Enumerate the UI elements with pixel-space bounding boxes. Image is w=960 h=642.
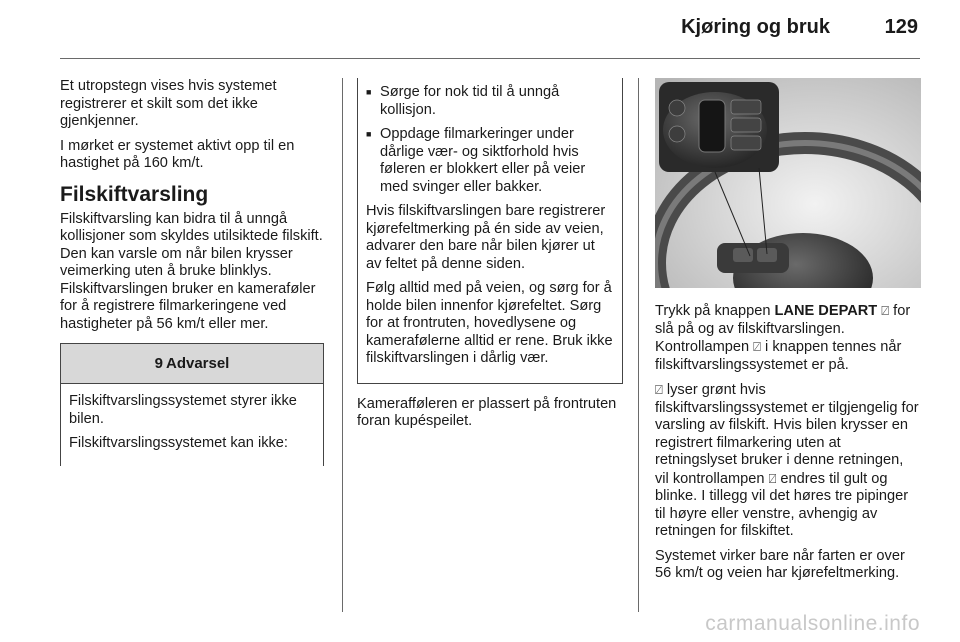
column-3 [655, 78, 921, 590]
warning-box [60, 343, 324, 466]
page-number: 129 [884, 16, 918, 38]
page-title: Kjøring og bruk [681, 16, 830, 38]
lane-departure-icon: ⍁ [768, 470, 777, 486]
list-item-text: Sørge for nok tid til å unngå kollisjon. [380, 84, 560, 118]
lane-departure-icon: ⍁ [655, 382, 663, 397]
section-heading: Filskiftvarsling [60, 182, 209, 206]
lane-departure-icon: ⍁ [881, 303, 890, 318]
column-2 [357, 78, 623, 438]
lane-depart-button-label: LANE DEPART [774, 303, 878, 319]
paragraph: Systemet virker bare når farten er over 56 km/t og veien har kjørefeltmerking. [655, 547, 905, 581]
paragraph: Hvis filskiftvarslingen bare registrerer kjørefeltmerking på én side av veien, advarer den bare når bilen kjører ut av feltet på denne siden. [366, 203, 606, 272]
bullet-square-icon: ■ [366, 129, 372, 139]
paragraph: I mørket er systemet aktivt opp til en hastighet på 160 km/t. [60, 137, 295, 171]
list-item [366, 84, 614, 119]
paragraph: Følg alltid med på veien, og sørg for å holde bilen innenfor kjørefeltet. Sørg for at frontruten, hovedlysene og kamerafølerne alltid er rene. Bruk ikke filskiftvarslingen i dårlig vær. [366, 280, 613, 366]
paragraph: Filskiftvarsling kan bidra til å unngå kollisjoner som skyldes utilsiktede filskift. Den kan varsle om når bilen krysser veimerking uten å bruke blinklys. Filskiftvarslingen bruker en kameraføler for å registrere filmarkeringene ved hastigheter på 56 km/t eller mer. [60, 210, 323, 332]
column-divider-1 [342, 78, 343, 612]
steering-wheel-photo [655, 78, 921, 288]
warning-header [61, 344, 323, 384]
column-divider-2 [638, 78, 639, 612]
list-item [366, 126, 614, 196]
warning-body [61, 384, 323, 466]
warning-box-continued [357, 78, 623, 384]
steering-wheel-illustration [655, 78, 921, 288]
warning-title: Advarsel [165, 354, 230, 372]
paragraph: Kamerafføleren er plassert på frontruten foran kupéspeilet. [357, 395, 617, 429]
list-item-text: Oppdage filmarkeringer under dårlige vær- og siktforhold hvis føleren er blokkert eller på veier med svinger eller bakker. [380, 126, 586, 195]
bullet-square-icon: ■ [366, 87, 372, 97]
paragraph: Trykk på knappen LANE DEPART ⍁ for slå på og av filskiftvarslingen. Kontrollampen ⍁ i knappen tennes når filskiftvarslingssystemet er på. [655, 303, 911, 373]
warning-triangle-icon: 9 [154, 354, 163, 372]
lane-departure-icon: ⍁ [753, 339, 761, 354]
watermark: carmanualsonline.info [705, 612, 920, 635]
paragraph: Filskiftvarslingssystemet styrer ikke bilen. [69, 393, 297, 427]
header-divider [60, 58, 920, 59]
paragraph: Filskiftvarslingssystemet kan ikke: [69, 435, 288, 451]
paragraph: ⍁ lyser grønt hvis filskiftvarslingssystemet er tilgjengelig for varsling av filskift. Hvis bilen krysser en registrert filmarkering uten at retningslyset bruker i denne retningen, vil kontrollampen ⍁ endres til gult og blinke. I tillegg vil det høres tre pipinger til høyre eller venstre, avhengig av retningen for filskiftet. [655, 382, 919, 539]
column-1 [60, 78, 324, 466]
paragraph: Et utropstegn vises hvis systemet registrerer et skilt som det ikke gjenkjenner. [60, 78, 277, 129]
